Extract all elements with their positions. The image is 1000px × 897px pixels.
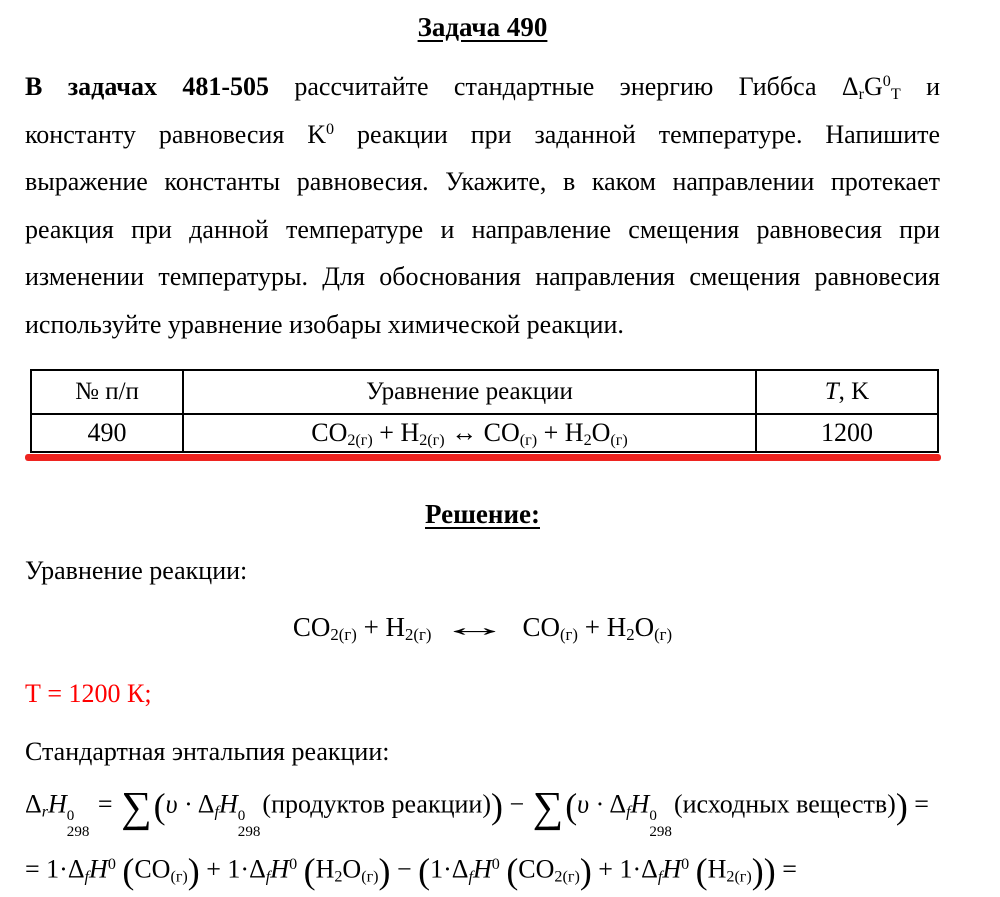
statement-line-6: используйте уравнение изобары химической реакции.	[25, 309, 624, 339]
table-header-number: № п/п	[31, 370, 183, 414]
statement-line-5: изменении температуры. Для обоснования направления смещения равновесия	[25, 262, 940, 291]
page-title: Задача 490	[417, 12, 548, 42]
statement-line-1: В задачах 481-505 рассчитайте стандартные энергию Гиббса $\Delta_rG^0_Т$ и	[25, 72, 940, 104]
enthalpy-label: Стандартная энтальпия реакции:	[25, 737, 390, 766]
statement-line-3: выражение константы равновесия. Укажите, в каком направлении протекает	[25, 167, 940, 196]
table-header-temperature: T, K	[756, 370, 938, 414]
table-header-row	[31, 370, 938, 414]
temperature-note: Т = 1200 К;	[25, 679, 152, 708]
document-page	[0, 12, 1000, 892]
table-data-row	[31, 414, 938, 452]
problem-statement	[25, 63, 940, 348]
problem-table-wrap	[25, 369, 940, 461]
table-header-equation: Уравнение реакции	[183, 370, 756, 414]
statement-line-2: константу равновесия $K^0$ реакции при заданной температуре. Напишите	[25, 119, 941, 149]
solution-heading: Решение:	[425, 499, 540, 529]
enthalpy-formula-line-1: $\Delta_rH$ 0 298 = $\sum(\upsilon \cdot \Delta_fH$ 0 298 (продуктов реакции)) − $\sum(\upsilon \cdot \Delta_fH$ 0 298 (исходных веществ)) =	[25, 784, 929, 840]
table-cell-number: 490	[31, 414, 183, 452]
table-cell-equation: $CO_{2(г)} + H_{2(г)}$ ↔ $CO_{(г)} + H_2O_{(г)}$	[183, 414, 756, 452]
statement-line-4: реакция при данной температуре и направление смещения равновесия при	[25, 214, 940, 244]
enthalpy-formula-line-2: = $1\cdot\Delta_fH^0$ $(CO_{(г)}) + 1\cdot\Delta_fH^0$ $(H_2O_{(г)}) - (1\cdot\Delta_fH^0$ $(CO_{2(г)}) + 1\cdot\Delta_fH^0$ $(H_{2(г)})$) =	[25, 851, 797, 891]
reaction-equation: $CO_{2(г)} + H_{2(г)}$ ↔ $CO_{(г)} + H_2O_{(г)}$	[292, 612, 673, 645]
table-cell-temperature: 1200	[756, 414, 938, 452]
red-divider-line	[25, 454, 941, 461]
reaction-equation-label: Уравнение реакции:	[25, 556, 248, 585]
problem-table	[30, 369, 939, 453]
